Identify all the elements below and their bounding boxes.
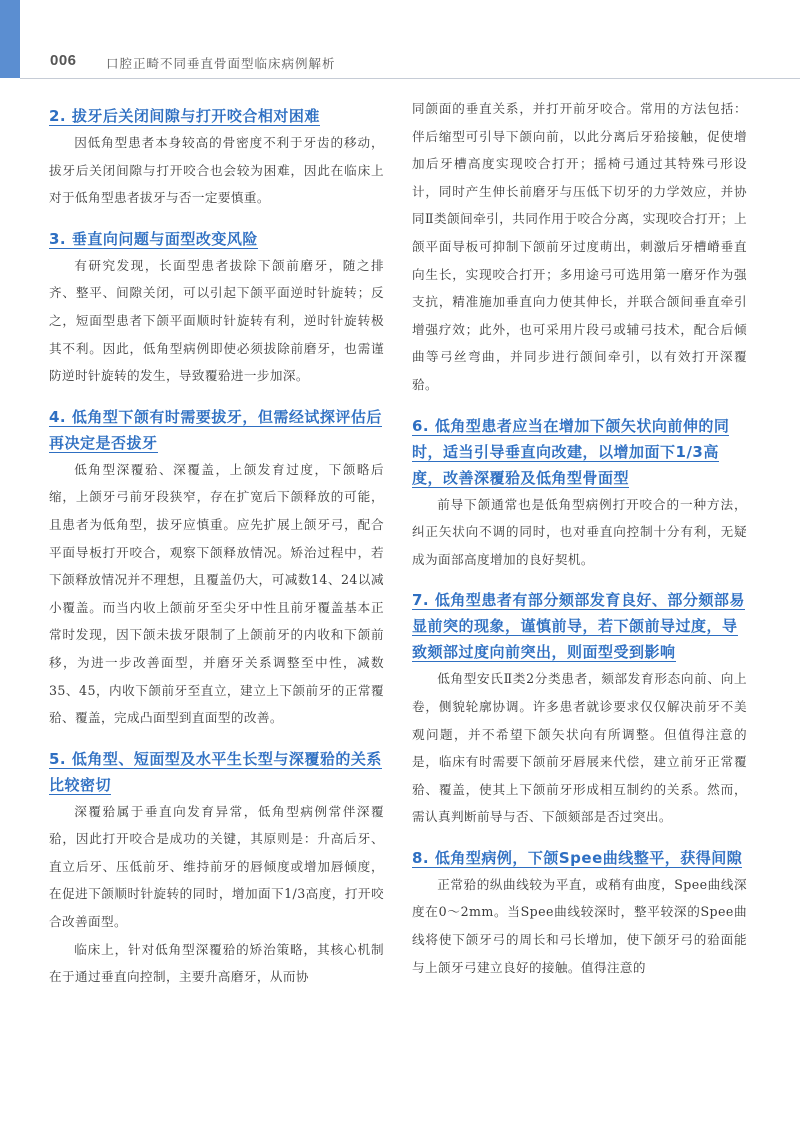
header-rule — [20, 78, 800, 79]
section-heading-3: 3. 垂直向问题与面型改变风险 — [49, 229, 258, 248]
paragraph: 因低角型患者本身较高的骨密度不利于牙齿的移动，拔牙后关闭间隙与打开咬合也会较为困难，因此在临床上对于低角型患者拔牙与否一定要慎重。 — [49, 135, 384, 206]
paragraph: 临床上，针对低角型深覆𬌗的矫治策略，其核心机制在于通过垂直向控制，主要升高磨牙，从而协 — [49, 941, 384, 985]
page-number: 006 — [50, 52, 77, 69]
header-accent-bar — [0, 0, 20, 78]
section-heading-5: 5. 低角型、短面型及水平生长型与深覆𬌗的关系比较密切 — [49, 749, 382, 794]
paragraph: 深覆𬌗属于垂直向发育异常，低角型病例常伴深覆𬌗，因此打开咬合是成功的关键，其原则是：升高后牙、直立后牙、压低前牙、维持前牙的唇倾度或增加唇倾度，在促进下颌顺时针旋转的同时，增加面下1/3高度，打开咬合改善面型。 — [49, 803, 384, 930]
right-column — [412, 95, 747, 981]
paragraph: 低角型深覆𬌗、深覆盖，上颌发育过度，下颌略后缩，上颌牙弓前牙段狭窄，存在扩宽后下颌释放的可能，且患者为低角型，拔牙应慎重。应先扩展上颌牙弓，配合平面导板打开咬合，观察下颌释放情况。矫治过程中，若下颌释放情况并不理想，且覆盖仍大，可减数14、24以减小覆盖。而当内收上颌前牙至尖牙中性且前牙覆盖基本正常时发现，因下颌未拔牙限制了上颌前牙的内收和下颌前移，为进一步改善面型，并磨牙关系调整至中性，减数35、45，内收下颌前牙至直立，建立上下颌前牙的正常覆𬌗、覆盖，完成凸面型到直面型的改善。 — [49, 461, 384, 726]
book-title: 口腔正畸不同垂直骨面型临床病例解析 — [106, 56, 336, 71]
section-heading-2: 2. 拔牙后关闭间隙与打开咬合相对困难 — [49, 107, 320, 125]
section-heading-6: 6. 低角型患者应当在增加下颌矢状向前伸的同时，适当引导垂直向改建，以增加面下1/3高度，改善深覆𬌗及低角型骨面型 — [412, 416, 730, 487]
section-heading-7: 7. 低角型患者有部分颏部发育良好、部分颏部易显前突的现象，谨慎前导，若下颌前导过度，导致颏部过度向前突出，则面型受到影响 — [412, 591, 745, 662]
section-heading-8: 8. 低角型病例，下颌Spee曲线整平，获得间隙 — [412, 848, 743, 867]
paragraph: 同颌面的垂直关系，并打开前牙咬合。常用的方法包括：伴后缩型可引导下颌向前，以此分离后牙𬌗接触，促使增加后牙槽高度实现咬合打开；摇椅弓通过其特殊弓形设计，同时产生伸长前磨牙与压低下切牙的力学效应，并协同Ⅱ类颌间牵引，共同作用于咬合分离，实现咬合打开；上颌平面导板可抑制下颌前牙过度萌出，刺激后牙槽嵴垂直向生长，实现咬合打开；多用途弓可选用第一磨牙作为强支抗，精准施加垂直向力使其伸长，并联合颌间垂直牵引增强疗效；此外，也可采用片段弓或辅弓技术，配合后倾曲等弓丝弯曲，并同步进行颌间牵引，以有效打开深覆𬌗。 — [412, 101, 747, 392]
paragraph: 前导下颌通常也是低角型病例打开咬合的一种方法，纠正矢状向不调的同时，也对垂直向控制十分有利，无疑成为面部高度增加的良好契机。 — [412, 496, 747, 567]
paragraph: 有研究发现，长面型患者拔除下颌前磨牙，随之排齐、整平、间隙关闭，可以引起下颌平面逆时针旋转；反之，短面型患者下颌平面顺时针旋转有利，逆时针旋转极其不利。因此，低角型病例即使必须拔除前磨牙，也需谨防逆时针旋转的发生，导致覆𬌗进一步加深。 — [49, 257, 384, 384]
running-head — [50, 52, 780, 74]
section-heading-4: 4. 低角型下颌有时需要拔牙，但需经试探评估后再决定是否拔牙 — [49, 407, 382, 452]
paragraph: 正常𬌗的纵曲线较为平直，或稍有曲度，Spee曲线深度在0～2mm。当Spee曲线较深时，整平较深的Spee曲线将使下颌牙弓的周长和弓长增加，使下颌牙弓的𬌗面能与上颌牙弓建立良好的接触。值得注意的 — [412, 876, 747, 975]
paragraph: 低角型安氏Ⅱ类2分类患者，颏部发育形态向前、向上卷，侧貌轮廓协调。许多患者就诊要求仅仅解决前牙不美观问题，并不希望下颌矢状向有所调整。但值得注意的是，临床有时需要下颌前牙唇展来代偿，建立前牙正常覆𬌗、覆盖，使其上下颌前牙形成相互制约的关系。然而，需认真判断前导与否、下颌颏部是否过突出。 — [412, 671, 747, 825]
left-column — [49, 95, 384, 991]
